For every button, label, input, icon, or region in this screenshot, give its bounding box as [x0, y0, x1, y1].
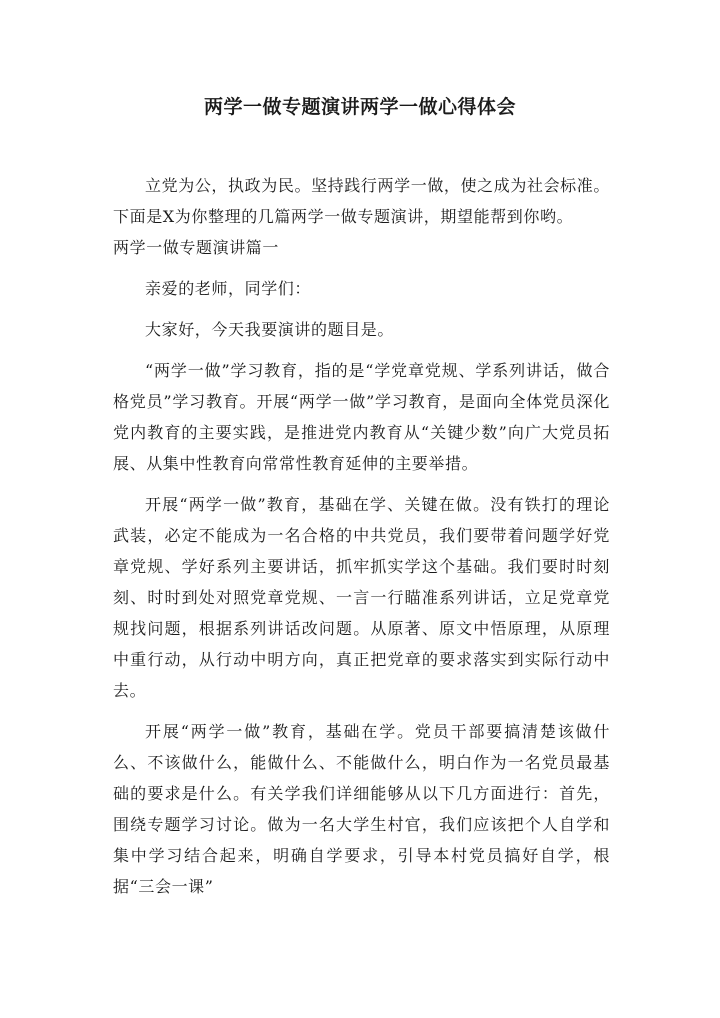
body-paragraph: 开展“两学一做”教育，基础在学。党员干部要搞清楚该做什么、不该做什么，能做什么、不能做什么，明白作为一名党员最基础的要求是什么。有关学我们详细能够从以下几方面进行：首先，围绕专题学习讨论。做为一名大学生村官，我们应该把个人自学和集中学习结合起来，明确自学要求，引导本村党员搞好自学，根据“三会一课” — [113, 722, 610, 896]
body-paragraph: “两学一做”学习教育，指的是“学党章党规、学系列讲话，做合格党员”学习教育。开展“两学一做”学习教育，是面向全体党员深化党内教育的主要实践，是推进党内教育从“关键少数”向广大党员拓展、从集中性教育向常常性教育延伸的主要举措。 — [113, 361, 610, 473]
salutation-paragraph: 亲爱的老师，同学们： — [145, 279, 312, 298]
body-paragraph: 开展“两学一做”教育，基础在学、关键在做。没有铁打的理论武装，必定不能成为一名合格的中共党员，我们要带着问题学好党章党规、学好系列主要讲话，抓牢抓实学这个基础。我们要时时刻刻、时时到处对照党章党规、一言一行瞄准系列讲话，立足党章党规找问题，根据系列讲话改问题。从原著、原文中悟原理，从原理中重行动，从行动中明方向，真正把党章的要求落实到实际行动中去。 — [113, 495, 610, 700]
greeting-paragraph: 大家好，今天我要演讲的题目是。 — [145, 320, 395, 339]
document-body — [113, 170, 610, 902]
section-heading: 两学一做专题演讲篇一 — [113, 238, 280, 257]
document-title: 两学一做专题演讲两学一做心得体会 — [203, 96, 516, 118]
intro-paragraph: 立党为公，执政为民。坚持践行两学一做，使之成为社会标准。下面是X为你整理的几篇两学一做专题演讲，期望能帮到你哟。 — [113, 176, 610, 226]
